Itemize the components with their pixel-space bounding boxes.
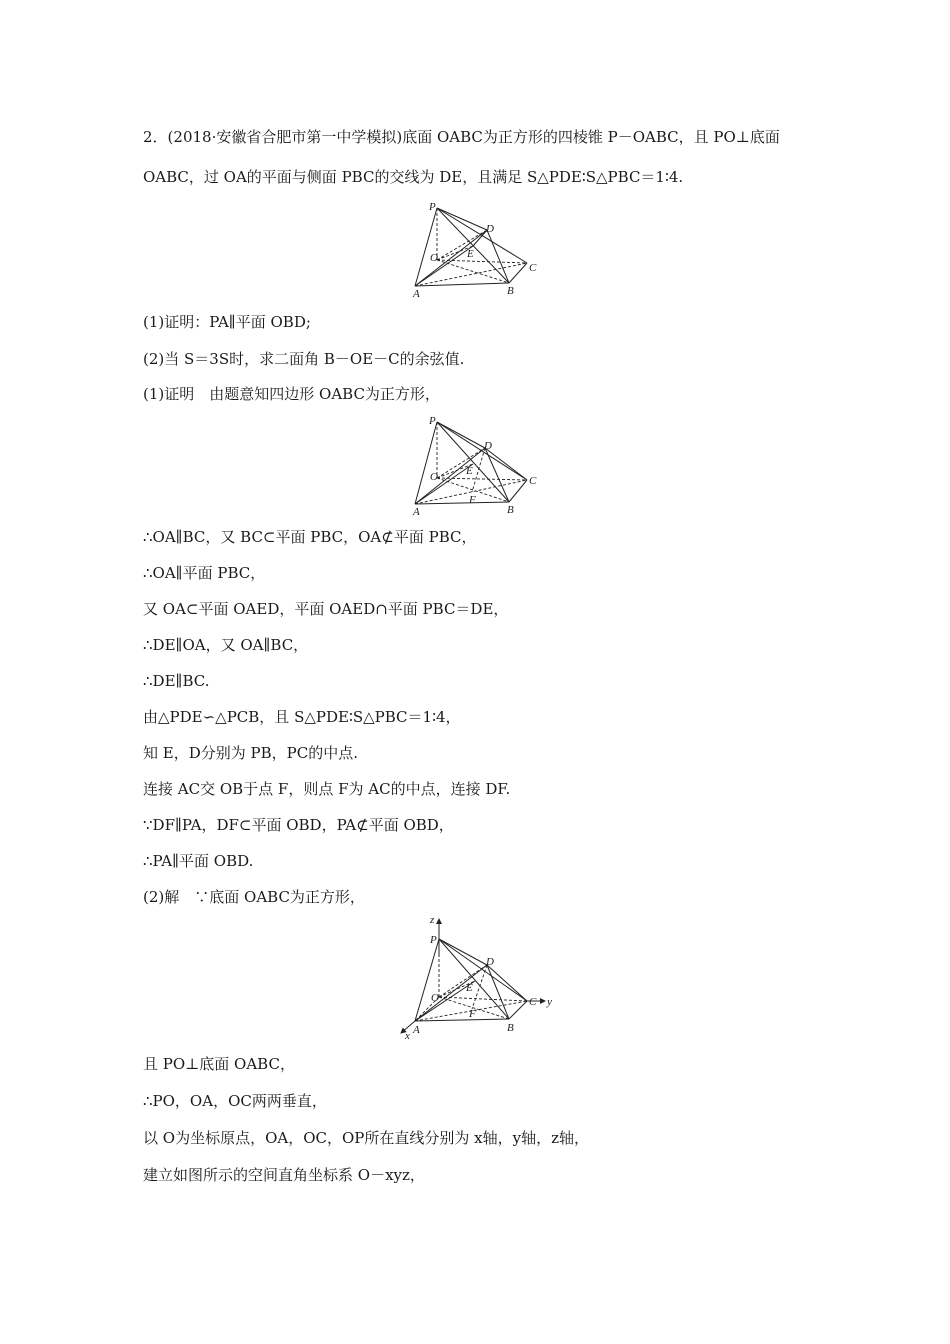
label-F: F (469, 1008, 476, 1020)
label-C: C (529, 262, 537, 274)
label-C: C (529, 996, 537, 1008)
solution-line-15: 以 O为坐标原点，OA，OC，OP所在直线分别为 x轴，y轴，z轴， (143, 1129, 589, 1147)
solution-line-12: (2)解 ∵底面 OABC为正方形， (143, 888, 365, 906)
solution-line-8: 知 E，D分别为 PB，PC的中点. (143, 744, 358, 762)
label-P: P (429, 201, 436, 213)
label-D: D (486, 956, 494, 968)
solution-line-13: 且 PO⊥底面 OABC， (143, 1055, 295, 1073)
coordinate-figure (395, 913, 560, 1041)
solution-line-11: ∴PA∥平面 OBD. (143, 852, 254, 870)
label-x: x (405, 1030, 410, 1041)
label-D: D (484, 440, 492, 452)
label-A: A (413, 506, 420, 517)
label-P: P (430, 934, 437, 946)
label-E: E (466, 465, 473, 477)
label-D: D (486, 223, 494, 235)
label-F: F (469, 494, 476, 506)
solution-line-1: (1)证明 由题意知四边形 OABC为正方形， (143, 385, 440, 403)
label-A: A (413, 1024, 420, 1036)
solution-line-10: ∵DF∥PA，DF⊂平面 OBD，PA⊄平面 OBD， (143, 816, 454, 834)
label-O: O (430, 471, 438, 483)
label-A: A (413, 288, 420, 300)
label-O: O (430, 252, 438, 264)
question-1: (1)证明：PA∥平面 OBD; (143, 313, 311, 331)
solution-line-9: 连接 AC交 OB于点 F，则点 F为 AC的中点，连接 DF. (143, 780, 511, 798)
question-2: (2)当 S＝3S时，求二面角 B－OE－C的余弦值. (143, 350, 465, 368)
label-E: E (466, 982, 473, 994)
solution-line-3: ∴OA∥平面 PBC， (143, 564, 266, 582)
problem-line-2: OABC，过 OA的平面与侧面 PBC的交线为 DE，且满足 S△PDE∶S△PBC＝1∶4. (143, 168, 684, 186)
label-y: y (547, 996, 552, 1008)
solution-line-7: 由△PDE∽△PCB，且 S△PDE∶S△PBC＝1∶4， (143, 708, 461, 726)
pyramid-figure-2 (405, 412, 550, 517)
pyramid-figure-1 (405, 198, 550, 300)
label-B: B (507, 285, 514, 297)
label-C: C (529, 475, 537, 487)
label-P: P (429, 415, 436, 427)
solution-line-5: ∴DE∥OA，又 OA∥BC， (143, 636, 309, 654)
solution-line-4: 又 OA⊂平面 OAED，平面 OAED∩平面 PBC＝DE， (143, 600, 509, 618)
label-z: z (430, 914, 435, 926)
label-O: O (431, 992, 439, 1004)
solution-line-14: ∴PO，OA，OC两两垂直， (143, 1092, 327, 1110)
label-B: B (507, 504, 514, 516)
problem-line-1: 2．(2018·安徽省合肥市第一中学模拟)底面 OABC为正方形的四棱锥 P－OABC，且 PO⊥底面 (143, 128, 780, 146)
label-E: E (467, 248, 474, 260)
solution-line-6: ∴DE∥BC. (143, 672, 210, 690)
label-B: B (507, 1022, 514, 1034)
solution-line-2: ∴OA∥BC，又 BC⊂平面 PBC，OA⊄平面 PBC， (143, 528, 477, 546)
solution-line-16: 建立如图所示的空间直角坐标系 O－xyz， (143, 1166, 425, 1184)
